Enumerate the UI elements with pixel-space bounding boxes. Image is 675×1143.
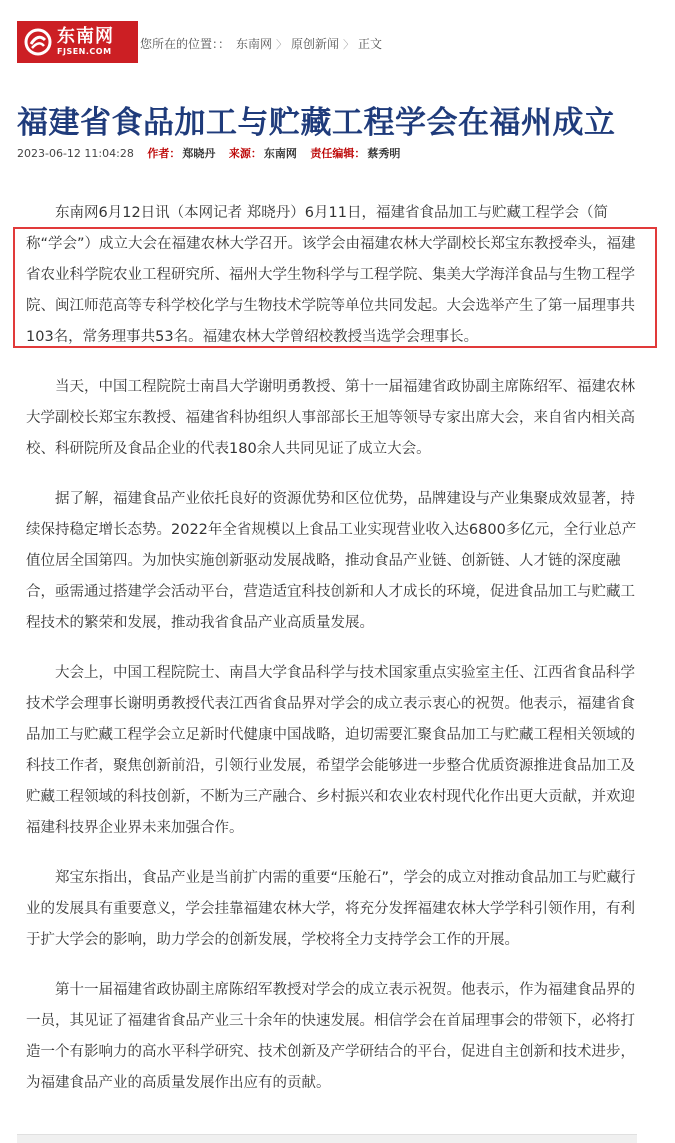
article-author <box>147 147 215 160</box>
chevron-right-icon: 〉 <box>343 37 355 51</box>
site-header <box>0 0 675 85</box>
article-title: 福建省食品加工与贮藏工程学会在福州成立 <box>17 105 616 141</box>
logo-text <box>57 28 114 56</box>
logo-domain: FJSEN.COM <box>57 47 112 56</box>
article-paragraph: 郑宝东指出，食品产业是当前扩内需的重要“压舱石”，学会的成立对推动食品加工与贮藏行业的发展具有重要意义，学会挂靠福建农林大学，将充分发挥福建农林大学学科引领作用，有利于扩大学会的影响，助力学会的创新发展，学校将全力支持学会工作的开展。 <box>26 870 636 948</box>
breadcrumb-home-link[interactable]: 东南网 <box>236 37 273 51</box>
source-label: 来源： <box>228 147 262 160</box>
breadcrumb-prefix: 您所在的位置：： <box>140 37 231 51</box>
footer-divider <box>17 1134 637 1143</box>
article-editor <box>310 147 400 160</box>
article-body <box>26 198 640 1118</box>
article-paragraph: 据了解，福建食品产业依托良好的资源优势和区位优势，品牌建设与产业集聚成效显著，持续保持稳定增长态势。2022年全省规模以上食品工业实现营业收入达6800多亿元，全行业总产值位居全国第四。为加快实施创新驱动发展战略，推动食品产业链、创新链、人才链的深度融合，亟需通过搭建学会活动平台，营造适宜科技创新和人才成长的环境，促进食品加工与贮藏工程技术的繁荣和发展，推动我省食品产业高质量发展。 <box>26 491 637 631</box>
logo-chinese-name: 东南网 <box>57 26 114 47</box>
author-label: 作者： <box>147 147 181 160</box>
article-datetime: 2023-06-12 11:04:28 <box>17 147 134 160</box>
breadcrumb <box>140 35 382 52</box>
author-name: 郑晓丹 <box>182 147 216 160</box>
site-logo[interactable] <box>17 21 138 63</box>
editor-name: 蔡秀明 <box>367 147 401 160</box>
breadcrumb-original-news-link[interactable]: 原创新闻 <box>291 37 340 51</box>
breadcrumb-current: 正文 <box>358 37 383 51</box>
article-paragraph: 大会上，中国工程院院士、南昌大学食品科学与技术国家重点实验室主任、江西省食品科学技术学会理事长谢明勇教授代表江西省食品界对学会的成立表示衷心的祝贺。他表示，福建省食品加工与贮藏工程学会立足新时代健康中国战略，迫切需要汇聚食品加工与贮藏工程相关领域的科技工作者，聚焦创新前沿，引领行业发展，希望学会能够进一步整合优质资源推进食品加工及贮藏工程领域的科技创新，不断为三产融合、乡村振兴和农业农村现代化作出更大贡献，并欢迎福建科技界企业界未来加强合作。 <box>26 665 635 836</box>
article-paragraph: 当天，中国工程院院士南昌大学谢明勇教授、第十一届福建省政协副主席陈绍军、福建农林大学副校长郑宝东教授、福建省科协组织人事部部长王旭等领导专家出席大会，来自省内相关高校、科研院所及食品企业的代表180余人共同见证了成立大会。 <box>26 379 635 457</box>
article-meta <box>17 145 410 161</box>
source-name: 东南网 <box>263 147 297 160</box>
article-source <box>229 147 297 160</box>
chevron-right-icon: 〉 <box>276 37 288 51</box>
article-paragraph: 第十一届福建省政协副主席陈绍军教授对学会的成立表示祝贺。他表示，作为福建食品界的一员，其见证了福建省食品产业三十余年的快速发展。相信学会在首届理事会的带领下，必将打造一个有影响力的高水平科学研究、技术创新及产学研结合的平台，促进自主创新和技术进步，为福建食品产业的高质量发展作出应有的贡献。 <box>26 982 635 1091</box>
logo-swirl-icon <box>23 27 53 57</box>
article-paragraph: 东南网6月12日讯（本网记者 郑晓丹）6月11日，福建省食品加工与贮藏工程学会（简称“学会”）成立大会在福建农林大学召开。该学会由福建农林大学副校长郑宝东教授牵头，福建省农业科学院农业工程研究所、福州大学生物科学与工程学院、集美大学海洋食品与生物工程学院、闽江师范高等专科学校化学与生物技术学院等单位共同发起。大会选举产生了第一届理事共103名，常务理事共53名。福建农林大学曾绍校教授当选学会理事长。 <box>26 205 636 345</box>
editor-label: 责任编辑： <box>310 147 366 160</box>
